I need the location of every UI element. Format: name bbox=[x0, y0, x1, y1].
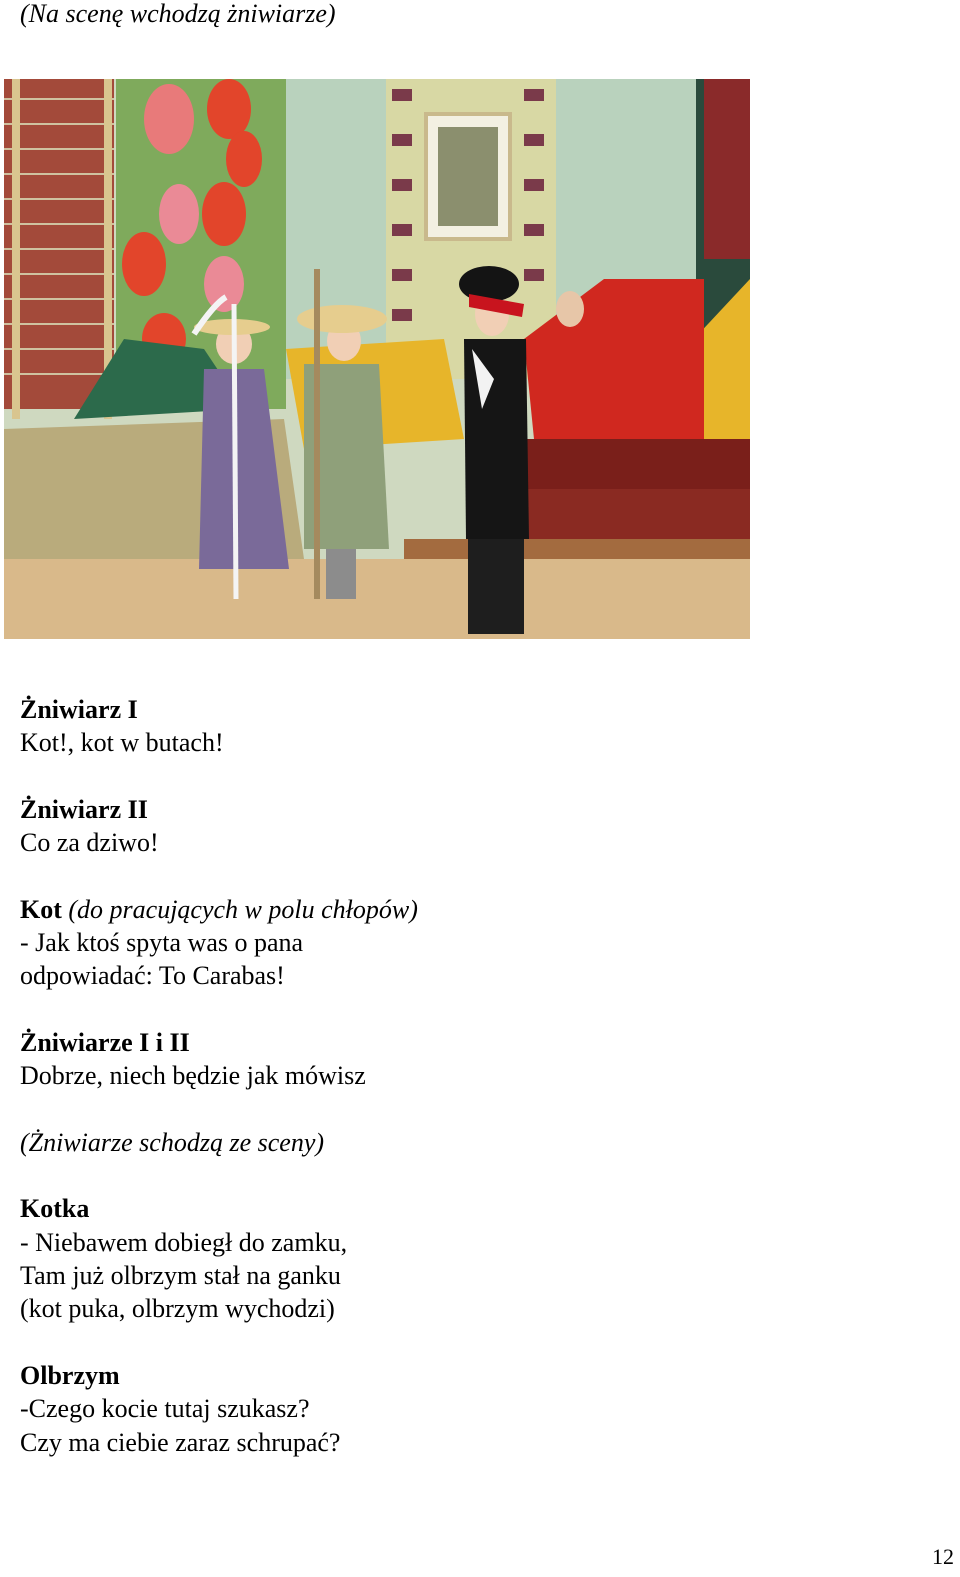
page-number: 12 bbox=[932, 1544, 954, 1569]
dialogue-block-olbrzym bbox=[20, 1359, 920, 1459]
dialogue-line: - Jak ktoś spyta was o pana bbox=[20, 928, 304, 958]
speaker-name: Żniwiarze I i II bbox=[20, 1027, 190, 1057]
stage-photo bbox=[4, 79, 750, 639]
stage-aside: (do pracujących w polu chłopów) bbox=[68, 894, 418, 924]
script-text bbox=[20, 693, 920, 1492]
dialogue-line: odpowiadać: To Carabas! bbox=[20, 961, 285, 991]
stage-photo-illustration bbox=[4, 79, 750, 639]
dialogue-line: Czy ma ciebie zaraz schrupać? bbox=[20, 1427, 341, 1457]
dialogue-line: Kot!, kot w butach! bbox=[20, 728, 224, 758]
dialogue-block-zniwiarz-2 bbox=[20, 793, 920, 860]
speaker-name: Kot bbox=[20, 894, 62, 924]
dialogue-line: Dobrze, niech będzie jak mówisz bbox=[20, 1061, 366, 1091]
speaker-name: Olbrzym bbox=[20, 1360, 120, 1390]
dialogue-line: Tam już olbrzym stał na ganku bbox=[20, 1261, 341, 1291]
speaker-name: Żniwiarz II bbox=[20, 794, 148, 824]
dialogue-block-zniwiarze bbox=[20, 1026, 920, 1093]
stage-direction-exit: (Żniwiarze schodzą ze sceny) bbox=[20, 1127, 325, 1157]
stage-direction-entry: (Na scenę wchodzą żniwiarze) bbox=[20, 0, 336, 28]
dialogue-block-zniwiarz-1 bbox=[20, 693, 920, 760]
speaker-heading bbox=[20, 893, 920, 926]
dialogue-line: -Czego kocie tutaj szukasz? bbox=[20, 1394, 310, 1424]
dialogue-line: (kot puka, olbrzym wychodzi) bbox=[20, 1294, 335, 1324]
dialogue-block-kot bbox=[20, 893, 920, 993]
dialogue-block-kotka bbox=[20, 1192, 920, 1325]
speaker-name: Żniwiarz I bbox=[20, 695, 138, 724]
dialogue-line: - Niebawem dobiegł do zamku, bbox=[20, 1227, 348, 1257]
speaker-name: Kotka bbox=[20, 1194, 90, 1224]
dialogue-line: Co za dziwo! bbox=[20, 828, 159, 858]
